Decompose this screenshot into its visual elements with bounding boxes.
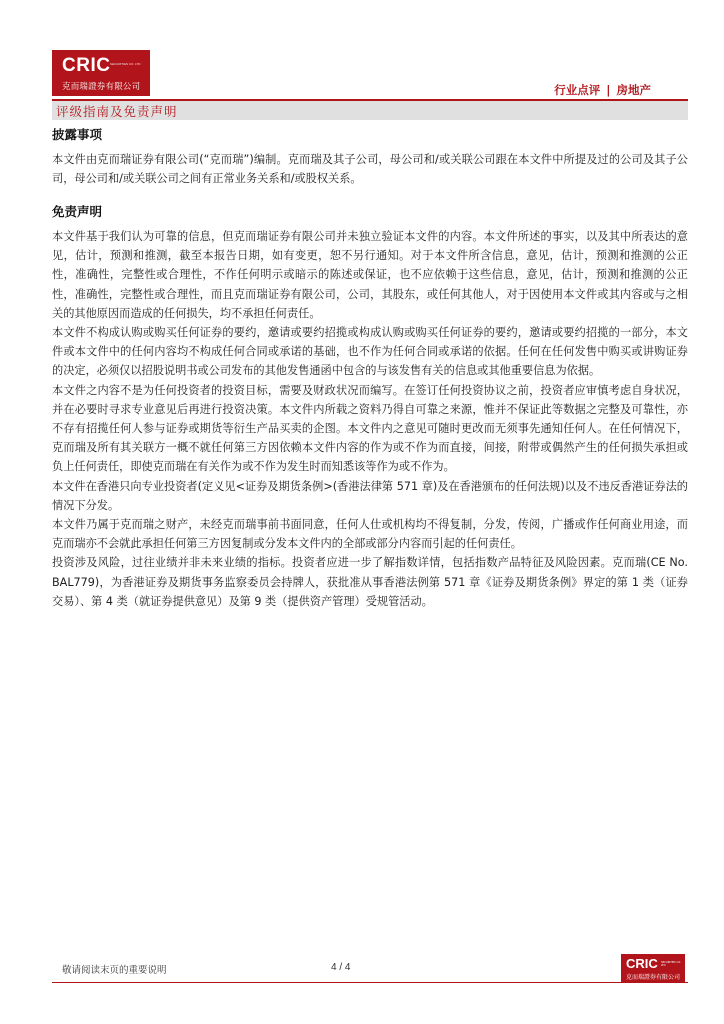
logo-wordmark: CRIC [62, 55, 111, 76]
section-title: 评级指南及免责声明 [56, 104, 178, 119]
footer-divider [52, 982, 688, 983]
footer-logo [621, 954, 685, 983]
disclaimer-paragraph-2: 本文件不构成认购或购买任何证券的要约，邀请或要约招揽或构成认购或购买任何证券的要约，邀请或要约招揽的一部分，本文件或本文件中的任何内容均不构成任何合同或承诺的基础，也不作为任何合同或承诺的依据。任何在任何发售中购买或讲购证券的决定，必须仅以招股说明书或公司发布的其他发售通函中包含的与该发售有关的信息或其他重要信息为依据。 [52, 326, 688, 378]
disclaimer-heading: 免责声明 [52, 204, 103, 219]
logo-subtitle: SECURITIES CO. LTD [110, 62, 141, 66]
report-category [553, 82, 652, 98]
footer-logo-chinese-name: 克而瑞證券有限公司 [626, 974, 681, 981]
disclaimer-paragraph-5: 本文件乃属于克而瑞之财产，未经克而瑞事前书面同意，任何人仕或机构均不得复制，分发，传阅，广播或作任何商业用途，而克而瑞亦不会就此承担任何第三方因复制或分发本文件内的全部或部分内容而引起的任何责任。 [52, 518, 688, 551]
disclosure-paragraph: 本文件由克而瑞证券有限公司(“克而瑞”)编制。克而瑞及其子公司，母公司和/或关联公司跟在本文件中所提及过的公司及其子公司，母公司和/或关联公司之间有正常业务关系和/或股权关系。 [52, 153, 688, 186]
section-title-bar [52, 99, 688, 120]
sector-label: 房地产 [616, 83, 651, 97]
footer-note: 敬请阅读末页的重要说明 [62, 965, 167, 976]
company-logo [52, 50, 150, 96]
disclaimer-text-block [52, 227, 688, 611]
logo-chinese-name: 克而瑞證券有限公司 [62, 82, 141, 92]
category-separator: | [606, 83, 611, 97]
disclaimer-paragraph-1: 本文件基于我们认为可靠的信息，但克而瑞证券有限公司并未独立验证本文件的内容。本文件所述的事实，以及其中所表达的意见，估计，预测和推测，截至本报告日期，如有变更，恕不另行通知。对于本文件所含信息，意见，估计，预测和推测的公正性，准确性，完整性或合理性，不作任何明示或暗示的陈述或保证，也不应依赖于这些信息，意见，估计，预测和推测的公正性，准确性，完整性或合理性，而且克而瑞证券有限公司，公司，其股东，或任何其他人，对于因使用本文件或其内容或与之相关的其他原因而造成的任何损失，均不承担任何责任。 [52, 230, 688, 320]
disclosure-text-block [52, 150, 688, 188]
page-number: 4 / 4 [331, 962, 351, 973]
footer-logo-subtitle: SECURITIES CO. LTD [661, 961, 681, 967]
footer-logo-wordmark: CRIC [626, 956, 658, 971]
category-label: 行业点评 [554, 83, 601, 97]
disclosure-heading: 披露事项 [52, 127, 103, 142]
disclaimer-paragraph-6: 投资涉及风险，过往业绩并非未来业绩的指标。投资者应进一步了解指数详情，包括指数产品特征及风险因素。克而瑞(CE No. BAL779)，为香港证券及期货事务监察委员会持牌人，获批准从事香港法例第 571 章《证券及期货条例》界定的第 1 类（证券交易）、第 4 类（就证券提供意见）及第 9 类（提供资产管理）受规管活动。 [52, 556, 688, 608]
disclaimer-paragraph-4: 本文件在香港只向专业投资者(定义见<证券及期货条例>(香港法律第 571 章)及在香港颁布的任何法规)以及不违反香港证券法的情况下分发。 [52, 479, 688, 512]
disclaimer-paragraph-3: 本文件之内容不是为任何投资者的投资目标，需要及财政状况而编写。在签订任何投资协议之前，投资者应审慎考虑自身状况，并在必要时寻求专业意见后再进行投资决策。本文件内所载之资料乃得自可靠之来源，惟并不保证此等数据之完整及可靠性，亦不存有招揽任何人参与证券或期货等衍生产品买卖的企图。本文件内之意见可随时更改而无须事先通知任何人。在任何情况下，克而瑞及所有其关联方一概不就任何第三方因依赖本文件内容的作为或不作为而直接，间接，附带或偶然产生的任何损失承担或负上任何责任，即使克而瑞在有关作为或不作为发生时而知悉该等作为或不作为。 [52, 383, 688, 474]
